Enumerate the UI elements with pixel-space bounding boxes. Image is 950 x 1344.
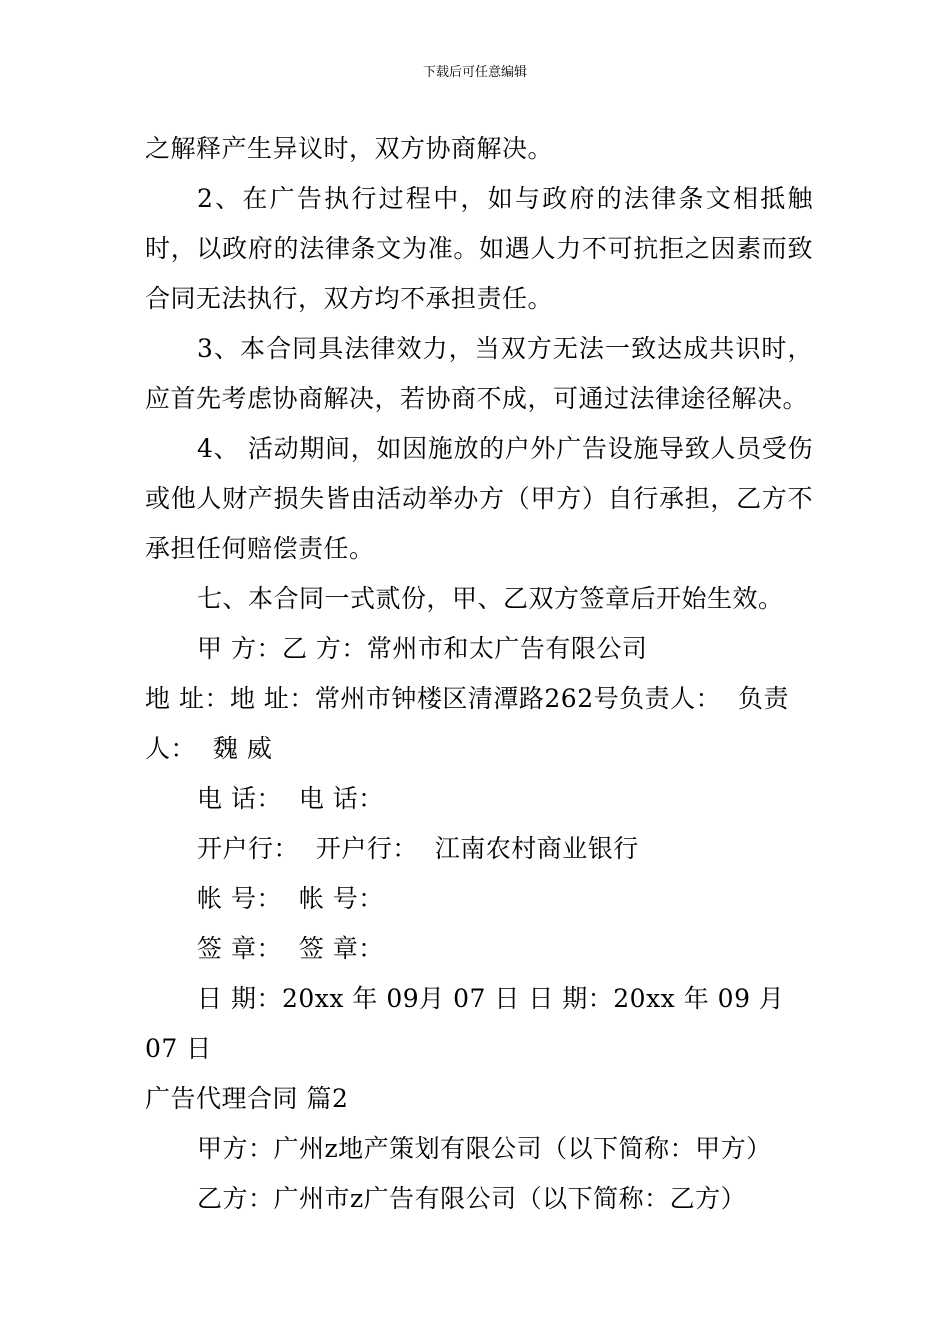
signature-account: 帐 号： 帐 号： [197, 884, 384, 913]
clause-4: 4、 活动期间，如因施放的户外广告设施导致人员受伤或他人财产损失皆由活动举办方（甲方）自行承担，乙方不承担任何赔偿责任。 [145, 434, 813, 563]
section-2-title: 广告代理合同 篇2 [145, 1084, 349, 1113]
page-header: 下载后可任意编辑 [422, 65, 527, 80]
clause-seven: 七、本合同一式贰份，甲、乙双方签章后开始生效。 [197, 584, 784, 613]
signature-bank: 开户行： 开户行： 江南农村商业银行 [197, 834, 639, 863]
signature-date-line1: 日 期：20xx 年 09月 07 日 日 期：20xx 年 09 月 [197, 984, 785, 1013]
section-2-party-b: 乙方：广州市z广告有限公司（以下简称：乙方） [197, 1184, 747, 1213]
clause-3: 3、本合同具法律效力，当双方无法一致达成共识时，应首先考虑协商解决，若协商不成，可通过法律途径解决。 [145, 334, 813, 413]
signature-phone: 电 话： 电 话： [197, 784, 384, 813]
signature-address-line2: 人： 魏 威 [145, 734, 273, 763]
document-body [145, 124, 813, 1224]
paragraph-continuation: 之解释产生异议时，双方协商解决。 [145, 134, 554, 163]
section-2-party-a: 甲方：广州z地产策划有限公司（以下简称：甲方） [197, 1134, 772, 1163]
signature-date-line2: 07 日 [145, 1034, 212, 1063]
signature-parties: 甲 方：乙 方：常州市和太广告有限公司 [197, 634, 648, 663]
clause-2: 2、在广告执行过程中，如与政府的法律条文相抵触时，以政府的法律条文为准。如遇人力不可抗拒之因素而致合同无法执行，双方均不承担责任。 [145, 184, 813, 313]
signature-address-line1: 地 址：地 址：常州市钟楼区清潭路262号负责人： 负责 [145, 684, 790, 713]
signature-seal: 签 章： 签 章： [197, 934, 384, 963]
